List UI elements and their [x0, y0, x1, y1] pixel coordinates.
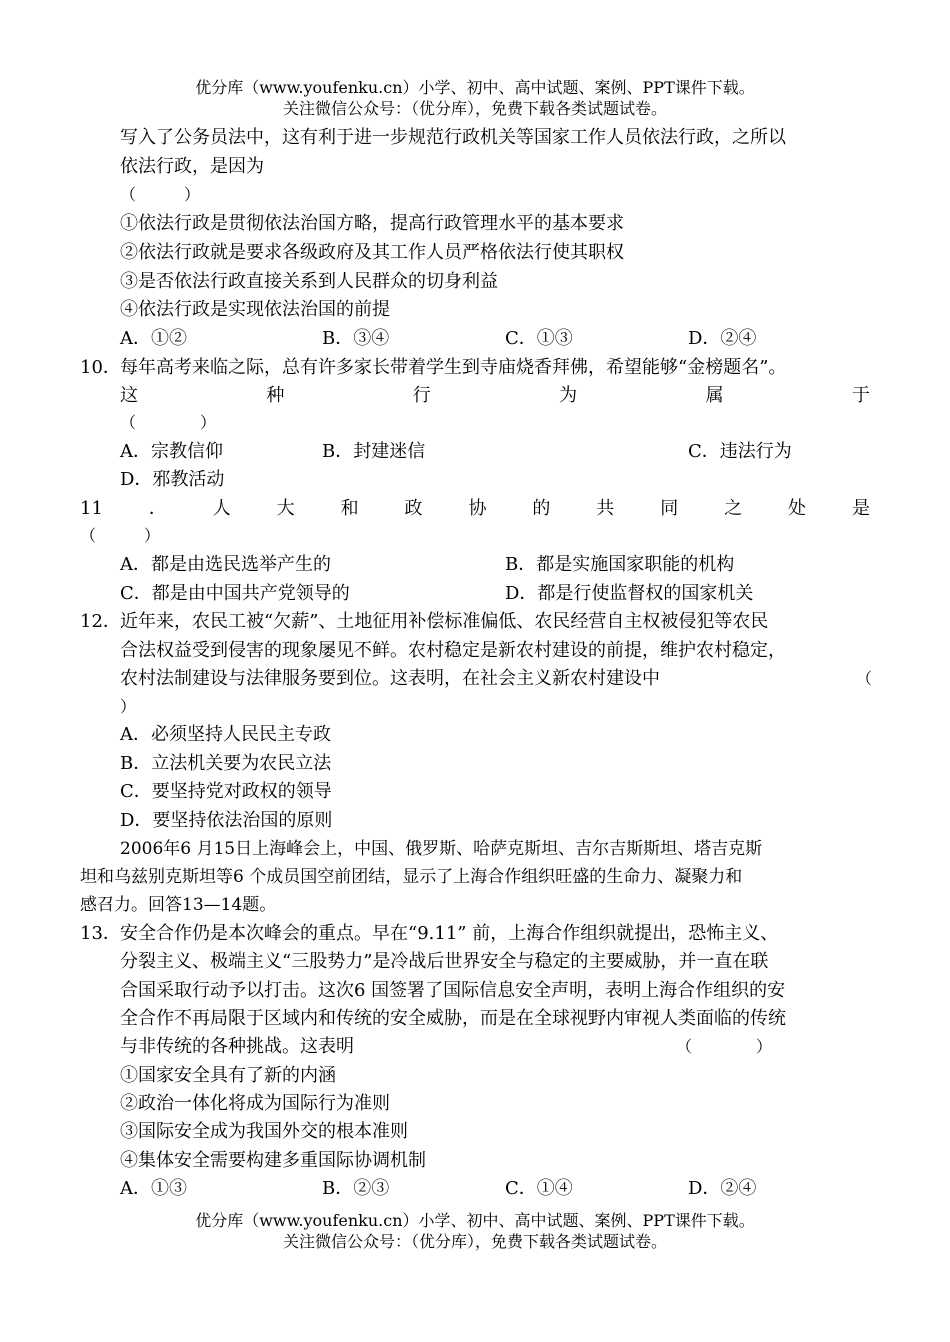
q12-paren-close: ） [120, 697, 137, 716]
q9-item-1: ①依法行政是贯彻依法治国方略，提高行政管理水平的基本要求 [120, 213, 624, 234]
q12-option-a: A．必须坚持人民民主专政 [120, 724, 331, 745]
q11-answer-paren: （ ） [80, 526, 161, 545]
q10-option-b: B．封建迷信 [322, 441, 426, 462]
q12-option-c: C．要坚持党对政权的领导 [120, 781, 332, 802]
q11-word: 处 [788, 498, 807, 519]
q12-line-3: 农村法制建设与法律服务要到位。这表明，在社会主义新农村建设中 [120, 668, 660, 689]
q12-line-1: 近年来，农民工被“欠薪”、土地征用补偿标准偏低、农民经营自主权被侵犯等农民 [120, 611, 769, 632]
q13-option-c: C．①④ [505, 1178, 573, 1199]
q10-word: 于 [851, 385, 870, 406]
q11-word: 协 [468, 498, 487, 519]
q11-option-b: B．都是实施国家职能的机构 [505, 554, 735, 575]
q11-word: 大 [276, 498, 295, 519]
q11-word: 是 [851, 498, 870, 519]
passage-line-1: 2006年6 月15日上海峰会上，中国、俄罗斯、哈萨克斯坦、吉尔吉斯斯坦、塔吉克斯 [120, 839, 763, 859]
q12-paren-open: （ [856, 669, 873, 688]
q9-option-a: A．①② [120, 328, 187, 349]
footer-line-1: 优分库（www.youfenku.cn）小学、初中、高中试题、案例、PPT课件下载。 [195, 1211, 755, 1230]
q11-option-c: C．都是由中国共产党领导的 [120, 583, 350, 604]
q12-option-b: B．立法机关要为农民立法 [120, 753, 332, 774]
q9-item-3: ③是否依法行政直接关系到人民群众的切身利益 [120, 271, 498, 292]
q12-line-2: 合法权益受到侵害的现象屡见不鲜。农村稳定是新农村建设的前提，维护农村稳定， [120, 640, 786, 661]
q10-option-c: C．违法行为 [688, 441, 792, 462]
q13-item-1: ①国家安全具有了新的内涵 [120, 1065, 336, 1086]
passage-line-2: 坦和乌兹别克斯坦等6 个成员国空前团结，显示了上海合作组织旺盛的生命力、凝聚力和 [80, 867, 743, 887]
q10-word: 这 [120, 385, 138, 406]
q9-option-b: B．③④ [322, 328, 390, 349]
passage-line-3: 感召力。回答13—14题。 [80, 895, 277, 915]
q11-line-1 [80, 497, 870, 521]
footer-line-2: 关注微信公众号：（优分库），免费下载各类试题试卷。 [282, 1232, 667, 1251]
q10-answer-paren: （ ） [120, 413, 217, 432]
q11-word: ． [148, 498, 167, 519]
q11-word: 的 [532, 498, 551, 519]
q10-word: 种 [266, 385, 285, 406]
q10-word: 行 [412, 385, 431, 406]
header-line-1: 优分库（www.youfenku.cn）小学、初中、高中试题、案例、PPT课件下载。 [195, 78, 755, 97]
q13-item-3: ③国际安全成为我国外交的根本准则 [120, 1121, 408, 1142]
q13-option-d: D．②④ [688, 1178, 757, 1199]
q10-option-a: A．宗教信仰 [120, 441, 223, 462]
q9-item-2: ②依法行政就是要求各级政府及其工作人员严格依法行使其职权 [120, 242, 624, 263]
q10-word: 属 [705, 385, 724, 406]
q10-word: 为 [559, 385, 578, 406]
q11-option-a: A．都是由选民选举产生的 [120, 554, 331, 575]
q9-option-d: D．②④ [688, 328, 757, 349]
q11-word: 同 [660, 498, 679, 519]
q13-line-5: 与非传统的各种挑战。这表明 [120, 1036, 354, 1057]
q13-line-1: 安全合作仍是本次峰会的重点。早在“9.11” 前，上海合作组织就提出，恐怖主义、 [120, 923, 779, 944]
q11-word: 共 [596, 498, 615, 519]
q13-answer-paren: （ ） [676, 1037, 773, 1056]
q9-answer-paren: （ ） [120, 185, 201, 204]
q11-word: 政 [404, 498, 423, 519]
q9-item-4: ④依法行政是实现依法治国的前提 [120, 299, 390, 320]
q11-word: 和 [340, 498, 359, 519]
q11-word: 11 [80, 498, 103, 519]
q12-option-d: D．要坚持依法治国的原则 [120, 810, 333, 831]
q11-word: 之 [724, 498, 743, 519]
q10-option-d: D．邪教活动 [120, 469, 225, 490]
q10-number: 10． [80, 357, 121, 378]
q13-option-a: A．①③ [120, 1178, 187, 1199]
q9-line-2: 依法行政，是因为 [120, 156, 264, 177]
q10-line-2 [120, 384, 870, 408]
header-line-2: 关注微信公众号：（优分库），免费下载各类试题试卷。 [282, 99, 667, 118]
q11-word: 人 [212, 498, 231, 519]
q12-number: 12． [80, 611, 121, 632]
q13-item-2: ②政治一体化将成为国际行为准则 [120, 1093, 390, 1114]
q13-line-2: 分裂主义、极端主义“三股势力”是冷战后世界安全与稳定的主要威胁，并一直在联 [120, 951, 769, 972]
q11-option-d: D．都是行使监督权的国家机关 [505, 583, 754, 604]
q13-item-4: ④集体安全需要构建多重国际协调机制 [120, 1150, 426, 1171]
q13-number: 13． [80, 923, 121, 944]
q13-line-4: 全合作不再局限于区域内和传统的安全威胁，而是在全球视野内审视人类面临的传统 [120, 1008, 786, 1029]
q10-line-1: 每年高考来临之际，总有许多家长带着学生到寺庙烧香拜佛，希望能够“金榜题名”。 [120, 357, 787, 378]
q9-option-c: C．①③ [505, 328, 573, 349]
q13-option-b: B．②③ [322, 1178, 390, 1199]
q13-line-3: 合国采取行动予以打击。这次6 国签署了国际信息安全声明，表明上海合作组织的安 [120, 980, 786, 1001]
q9-line-1: 写入了公务员法中，这有利于进一步规范行政机关等国家工作人员依法行政，之所以 [120, 127, 786, 148]
